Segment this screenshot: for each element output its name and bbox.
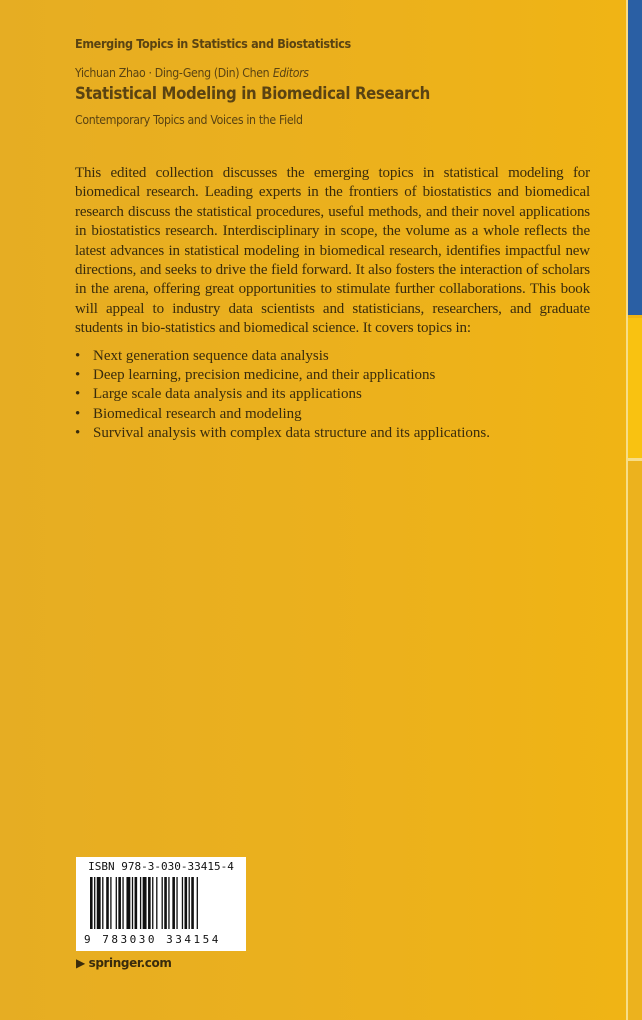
barcode-bar [185, 877, 188, 929]
topics-list [75, 347, 590, 444]
barcode-bar [132, 877, 133, 929]
barcode-bar [106, 877, 109, 929]
barcode-bar [164, 877, 167, 929]
website-text: springer.com [88, 956, 172, 970]
cover-header [75, 36, 615, 128]
book-title: Statistical Modeling in Biomedical Research [75, 84, 430, 104]
spine-gold-band [628, 461, 642, 1020]
book-subtitle: Contemporary Topics and Voices in the Field [75, 112, 303, 127]
cover-body [75, 164, 590, 444]
editor-names: Yichuan Zhao · Ding-Geng (Din) Chen [75, 65, 270, 80]
springer-link[interactable] [76, 956, 171, 971]
list-item: • Survival analysis with complex data structure and its applications. [75, 424, 590, 443]
barcode-bars [90, 877, 238, 929]
list-item: • Next generation sequence data analysis [75, 347, 590, 366]
barcode-bar [162, 877, 163, 929]
blurb-text: This edited collection discusses the emerging topics in statistical modeling for biomedical research. Leading experts in the frontiers of biostatistics and biomedical research discuss the statistical procedures, useful methods, and their novel applications in biostatistics research. Interdisciplinary in scope, the volume as a whole reflects the latest advances in statistical modeling in biomedical research, identifies impactful new directions, and seeks to drive the field forward. It also fosters the interaction of scholars in the arena, offering great opportunities to stimulate further collaborations. This book will appeal to industry data scientists and statisticians, researchers, and graduate students in bio-statistics and biomedical science. It covers topics in: [75, 165, 590, 337]
isbn-text: ISBN 978-3-030-33415-4 [88, 860, 234, 873]
barcode-bar [148, 877, 151, 929]
barcode-bar [140, 877, 141, 929]
barcode-bar [176, 877, 177, 929]
spine-blue-band [628, 0, 642, 315]
series-title: Emerging Topics in Statistics and Biostatistics [75, 36, 351, 51]
barcode-bar [97, 877, 101, 929]
barcode-bar [116, 877, 117, 929]
barcode-digits: 9 783030 334154 [84, 933, 221, 946]
barcode-bar [118, 877, 121, 929]
barcode-bar [197, 877, 198, 929]
barcode-bar [110, 877, 111, 929]
list-item: • Large scale data analysis and its applications [75, 385, 590, 404]
barcode-bar [94, 877, 95, 929]
barcode-bar [189, 877, 190, 929]
barcode-bar [135, 877, 138, 929]
barcode-bar [122, 877, 123, 929]
arrow-icon: ▶ [76, 956, 89, 970]
isbn-barcode [76, 857, 246, 951]
editors [75, 65, 550, 81]
barcode-bar [102, 877, 103, 929]
barcode-bar [172, 877, 175, 929]
barcode-bar [156, 877, 157, 929]
barcode-bar [168, 877, 169, 929]
barcode-bar [143, 877, 147, 929]
list-item: • Biomedical research and modeling [75, 405, 590, 424]
barcode-bar [90, 877, 93, 929]
editors-role: Editors [272, 65, 309, 80]
barcode-bar [182, 877, 183, 929]
barcode-bar [191, 877, 194, 929]
spine-yellow-band [628, 318, 642, 458]
list-item: • Deep learning, precision medicine, and their applications [75, 366, 590, 385]
barcode-bar [152, 877, 153, 929]
barcode-bar [126, 877, 130, 929]
